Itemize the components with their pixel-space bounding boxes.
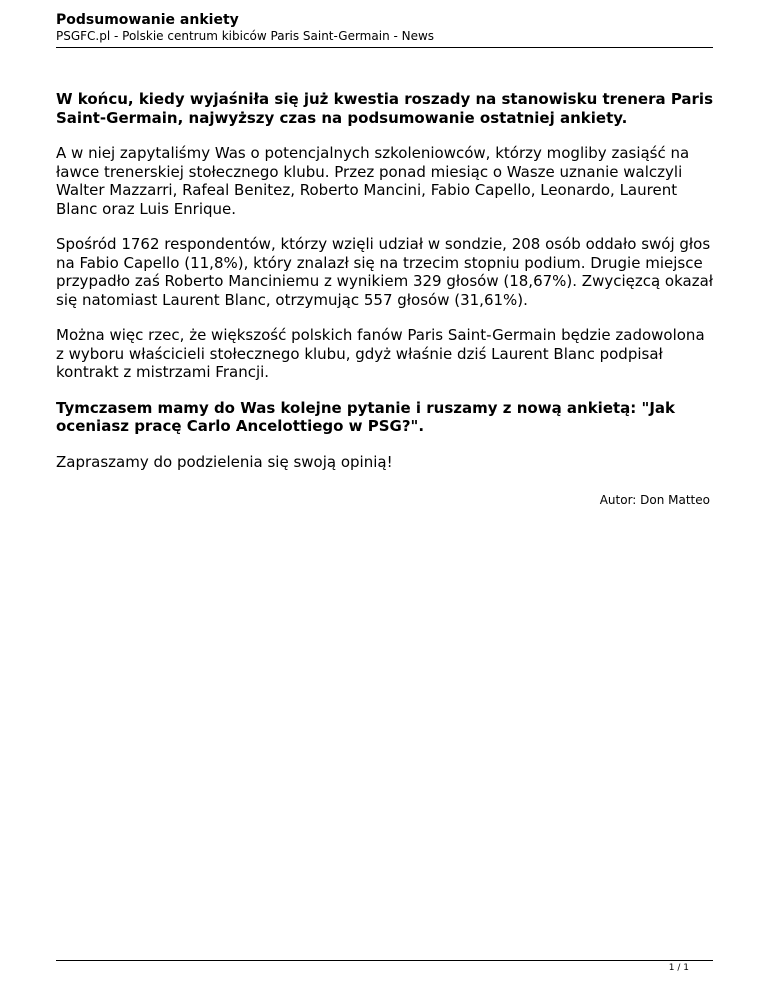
poll-question: Tymczasem mamy do Was kolejne pytanie i ruszamy z nową ankietą: "Jak oceniasz pracę Carlo Ancelottiego w PSG?".: [56, 398, 676, 435]
page-header: [56, 12, 713, 48]
site-subtitle: PSGFC.pl - Polskie centrum kibiców Paris Saint-Germain - News: [56, 29, 435, 43]
page-footer: [56, 960, 713, 974]
page-number: 1 / 1: [668, 963, 689, 973]
article-paragraph: Spośród 1762 respondentów, którzy wzięli udział w sondzie, 208 osób oddało swój głos na Fabio Capello (11,8%), który znalazł się na trzecim stopniu podium. Drugie miejsce przypadło zaś Roberto Manciniemu z wynikiem 329 głosów (18,67%). Zwycięzcą okazał się natomiast Laurent Blanc, otrzymując 557 głosów (31,61%).: [56, 235, 714, 309]
article-paragraph: Można więc rzec, że większość polskich fanów Paris Saint-Germain będzie zadowolona z wyboru właścicieli stołecznego klubu, gdyż właśnie dziś Laurent Blanc podpisał kontrakt z mistrzami Francji.: [56, 326, 705, 381]
article-author: Autor: Don Matteo: [599, 493, 710, 507]
article-lead: W końcu, kiedy wyjaśniła się już kwestia roszady na stanowisku trenera Paris Saint-Germain, najwyższy czas na podsumowanie ostatniej ankiety.: [56, 90, 713, 127]
article-content: [56, 90, 716, 508]
invitation-text: Zapraszamy do podzielenia się swoją opinią!: [56, 452, 393, 471]
page-title: Podsumowanie ankiety: [56, 12, 239, 28]
article-paragraph: A w niej zapytaliśmy Was o potencjalnych szkoleniowców, którzy mogliby zasiąść na ławce trenerskiej stołecznego klubu. Przez ponad miesiąc o Wasze uznanie walczyli Walter Mazzarri, Rafeal Benitez, Roberto Mancini, Fabio Capello, Leonardo, Laurent Blanc oraz Luis Enrique.: [56, 144, 690, 218]
